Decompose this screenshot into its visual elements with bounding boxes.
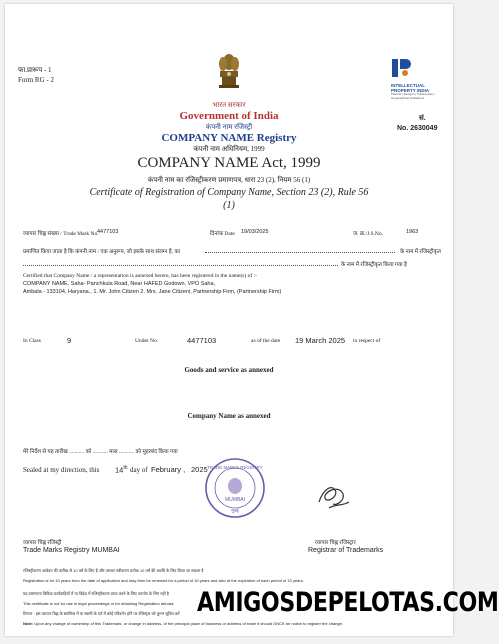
in-class-value: 9 [67,336,72,345]
hindi-note-3: टिप्पण : इस व्यापार चिह्न के स्वामित्व में या स्वामी के पते में कोई परिवर्तन होने पर रजिस्ट्रार को तुरन्त सूचित करें [23,611,180,616]
as-of-date-label: as of the date [251,338,281,344]
trade-mark-no-label: व्यापार चिह्न संख्या / Trade Mark No. [23,231,99,237]
dotted-line [23,265,338,266]
site-watermark: AMIGOSDEPELOTAS.COM [197,587,499,618]
act-title: COMPANY NAME Act, 1999 [137,155,321,171]
sealed-month: February , [151,465,186,474]
stamp-city: MUMBAI [225,497,245,503]
certified-text: Certified that Company Name / a representation is annexed hereto, has been registered in the name(s) of :- [23,273,257,279]
certificate-title: Certificate of Registration of Company Name, Section 23 (2), Rule 56 [89,187,369,198]
in-class-label: In Class [23,338,41,344]
hindi-certified-line: प्रमाणित किया जाता है कि कंपनी नाम / एक अनुरूप, जो इसके साथ संलग्न है, का [23,249,181,255]
sealed-day: 14th [115,465,128,475]
as-of-date-value: 19 March 2025 [295,336,346,345]
hindi-certified-end: के नाम में रजिस्ट्रीकृत [400,249,441,255]
hindi-registered-end: के नाम में रजिस्ट्रीकृत किया गया है [341,262,407,268]
dotted-line [205,252,395,253]
hindi-note-1: रजिस्ट्रीकरण आवेदन की तारीख से 10 वर्ष के लिए है और उसका नवीकरण प्रत्येक 10 वर्ष की अवधि के लिए किया जा सकता है [23,568,204,573]
company-name-registry: COMPANY NAME Registry [161,132,297,144]
jsno: 1963 [406,229,419,235]
ashoka-emblem-icon [216,52,242,98]
note-2: This certificate is not for use in legal proceedings or for obtaining Registration abroad. [23,601,175,606]
sealed-day-label: day of [130,466,148,474]
hindi-cert-no-label: सं. [419,114,426,122]
ip-india-subtitle: Patents | Designs | Trademarks | Geographical Indications [391,92,435,100]
company-name-annexed: Company Name as annexed [187,412,271,420]
stamp-top-text: TRADE MARKS REGISTRY [207,465,263,470]
trade-marks-registry-city: Trade Marks Registry MUMBAI [23,547,120,554]
stamp-hindi-city: मुंबई [231,508,239,513]
jsno-label: ज. क्र./J.S.No. [353,231,384,237]
owner-line-2: Ambala - 133104, Haryana., 1. Mr. John Citizen 2. Mrs. Jane Citizeni, Partnership Firm, (Partnership Firm) [23,289,282,295]
goods-service-annexed: Goods and service as annexed [184,366,274,374]
ip-india-name: INTELLECTUAL PROPERTY INDIA [391,83,430,93]
note-3: Note: Upon any change of ownership of this Trademark, or change in address, of the principal place of business or address of trade it should ONCE be notice to register the change. [23,621,343,626]
issue-date: 19/03/2025 [241,229,269,235]
respect-label: in respect of [353,338,381,344]
sealed-label: Sealed at my direction, this [23,466,100,474]
hindi-registry: कंपनी नाम रजिस्ट्री [205,123,253,131]
date-label: दिनांक Date [210,231,235,237]
under-no-label: Under No. [135,338,159,344]
ip-india-logo-icon [391,58,411,78]
form-number: Form RG - 2 [18,76,54,84]
government-of-india: Government of India [179,110,279,122]
hindi-government: भारत सरकार [212,101,246,109]
sealed-year: 2025 [191,465,208,474]
trade-mark-no: 4477103 [97,229,119,235]
hindi-note-2: यह प्रमाणपत्र विधिक कार्यवाहियों में या विदेश में रजिस्ट्रीकरण प्राप्त करने के लिए उपयोग के लिए नहीं है [23,591,169,596]
certificate-page [5,4,499,636]
under-no-value: 4477103 [187,336,217,345]
registry-seal-stamp [203,456,267,520]
certificate-rule: (1) [223,200,235,211]
certificate-number: No. 2630049 [397,125,438,132]
hindi-act: कंपनी नाम अधिनियम, 1999 [193,145,265,153]
hindi-certificate-title: कंपनी नाम का रजिस्ट्रीकरण प्रमाणपत्र, धारा 23 (2), नियम 56 (1) [147,176,311,184]
registrar-signature [313,478,353,512]
hindi-registry-footer: व्यापार चिह्न रजिस्ट्री [23,540,62,546]
owner-line-1: COMPANY NAME, Saha- Panchkula Road, Near HAFED Godown, VPO Saha, [23,281,216,287]
ip-india-logo [391,58,439,100]
hindi-registrar: व्यापार चिह्न रजिस्ट्रार [315,540,356,546]
hindi-form-ref: फा.प्रारूप - 1 [18,66,52,74]
registrar-of-trademarks: Registrar of Trademarks [308,547,384,554]
hindi-seal-line: मेरे निर्देश से यह तारीख ........... को ........... मास ........... को मुहरबंद किया गया [23,449,178,455]
note-1: Registration is for 10 years from the date of application and may then be renewed for a period of 10 years and also at the expiration of each period of 10 years. [23,578,304,583]
